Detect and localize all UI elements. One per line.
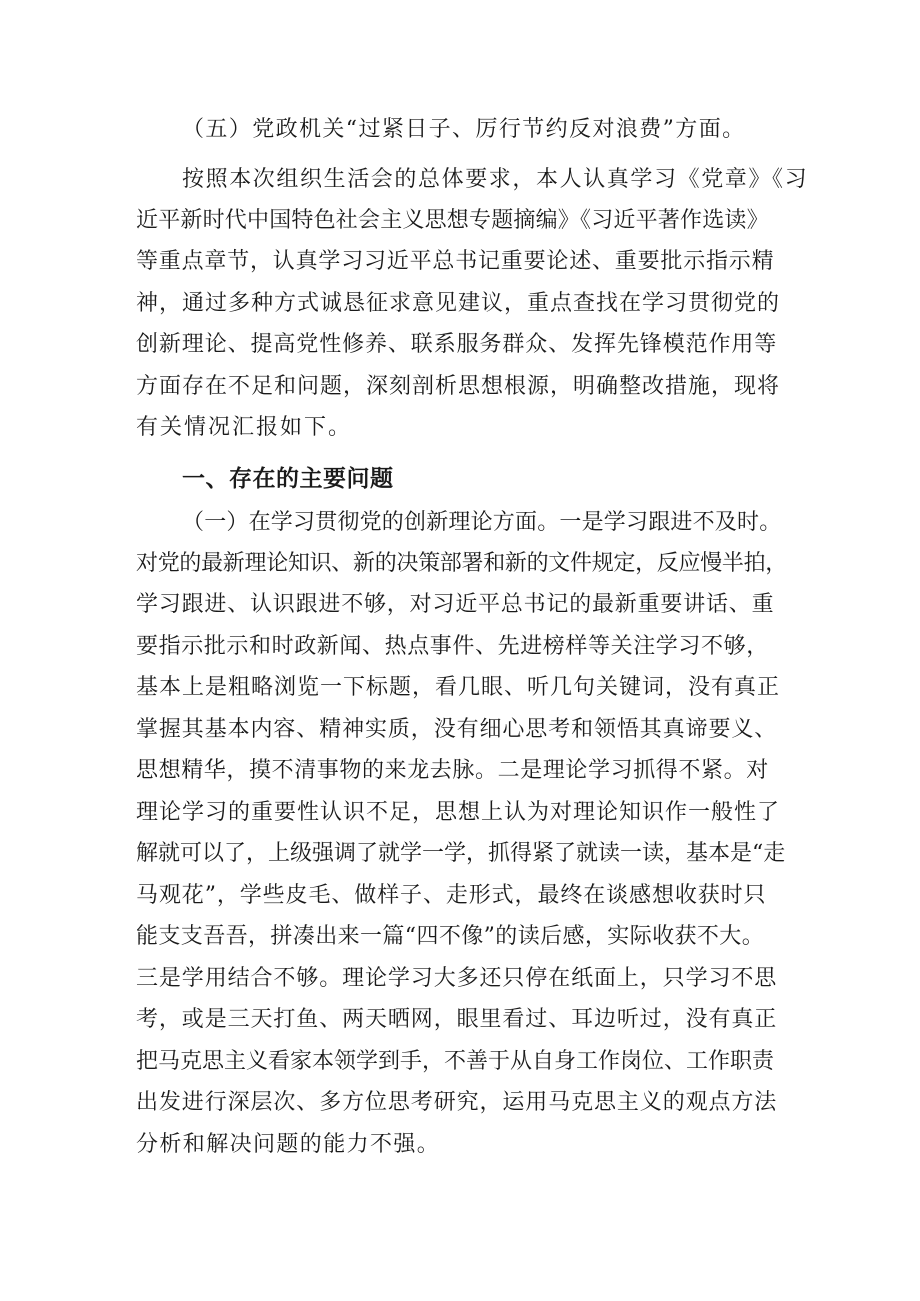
body-paragraph-line: 思想精华，摸不清事物的来龙去脉。二是理论学习抓得不紧。对 [136, 758, 769, 783]
body-paragraph-line: 解就可以了，上级强调了就学一学，抓得紧了就读一读，基本是“走 [136, 841, 786, 866]
body-paragraph-line: 理论学习的重要性认识不足，思想上认为对理论知识作一般性了 [136, 800, 781, 825]
heading-one: 一、存在的主要问题 [182, 466, 394, 492]
body-paragraph-line: 出发进行深层次、多方位思考研究，运用马克思主义的观点方法 [136, 1090, 778, 1115]
intro-paragraph-line: 方面存在不足和问题，深刻剖析思想根源，明确整改措施，现将 [136, 374, 781, 399]
intro-paragraph-line: 创新理论、提高党性修养、联系服务群众、发挥先锋模范作用等 [136, 332, 778, 357]
body-paragraph-line: 对党的最新理论知识、新的决策部署和新的文件规定，反应慢半拍， [136, 551, 788, 576]
intro-paragraph-line: 神，通过多种方式诚恳征求意见建议，重点查找在学习贯彻党的 [136, 291, 781, 316]
body-paragraph-line: 学习跟进、认识跟进不够，对习近平总书记的最新重要讲话、重 [136, 592, 775, 617]
body-paragraph-line: 马观花”，学些皮毛、做样子、走形式，最终在谈感想收获时只 [136, 883, 767, 908]
intro-paragraph-line: 有关情况汇报如下。 [136, 415, 353, 440]
body-paragraph-line: 考，或是三天打鱼、两天晒网，眼里看过、耳边听过，没有真正 [136, 1007, 778, 1032]
body-paragraph-line: （一）在学习贯彻党的创新理论方面。一是学习跟进不及时。 [182, 510, 782, 535]
body-paragraph-line: 能支支吾吾，拼凑出来一篇“四不像”的读后感，实际收获不大。 [136, 924, 765, 949]
intro-paragraph-line: 近平新时代中国特色社会主义思想专题摘编》《习近平著作选读》 [136, 208, 769, 233]
body-paragraph-line: 要指示批示和时政新闻、热点事件、先进榜样等关注学习不够， [136, 634, 769, 659]
body-paragraph-line: 分析和解决问题的能力不强。 [136, 1132, 441, 1157]
body-paragraph-line: 三是学用结合不够。理论学习大多还只停在纸面上，只学习不思 [136, 966, 778, 991]
body-paragraph-line: 把马克思主义看家本领学到手，不善于从自身工作岗位、工作职责 [136, 1049, 775, 1074]
section-five-title: （五）党政机关“过紧日子、厉行节约反对浪费”方面。 [182, 117, 746, 142]
intro-paragraph-line: 等重点章节，认真学习习近平总书记重要论述、重要批示指示精 [136, 249, 775, 274]
body-paragraph-line: 掌握其基本内容、精神实质，没有细心思考和领悟其真谛要义、 [136, 717, 778, 742]
intro-paragraph-line: 按照本次组织生活会的总体要求，本人认真学习《党章》《习 [182, 167, 809, 192]
body-paragraph-line: 基本上是粗略浏览一下标题，看几眼、听几句关键词，没有真正 [136, 675, 781, 700]
